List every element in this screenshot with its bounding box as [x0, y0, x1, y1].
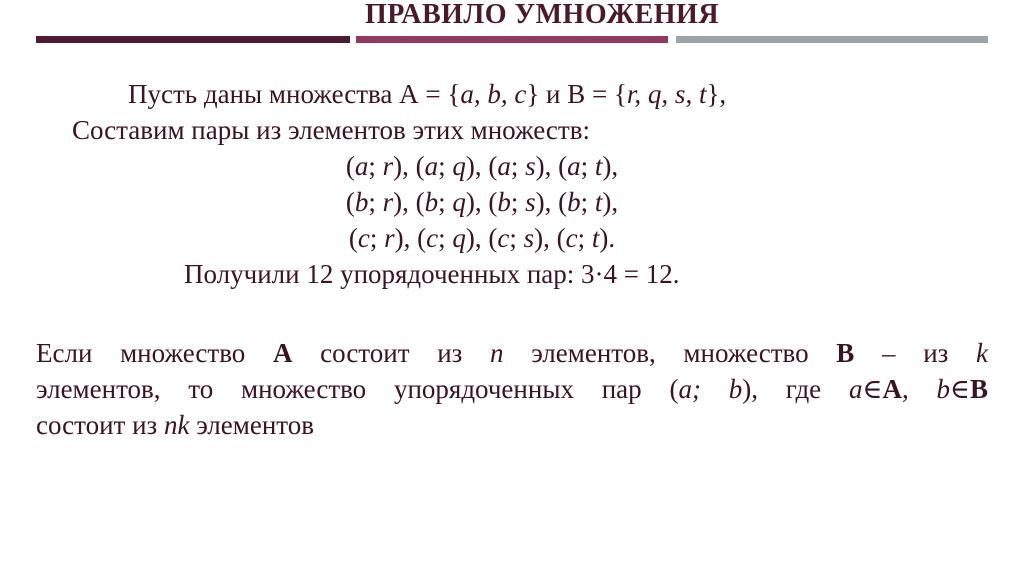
accent-bar-dark: [36, 36, 350, 43]
accent-bar-magenta: [356, 36, 668, 43]
var-k: k: [976, 338, 988, 368]
set-b-symbol: В: [836, 338, 855, 368]
rule-text: Если множество: [36, 338, 273, 368]
sets-definition-line: [128, 76, 726, 112]
rule-line-2: [36, 371, 988, 407]
set-a-symbol: А: [882, 374, 902, 404]
rule-line-1: [36, 335, 988, 371]
rule-text: состоит из: [292, 338, 491, 368]
set-a-symbol: А: [272, 338, 293, 368]
var-nk: nk: [163, 410, 190, 440]
rule-text: элементов, то множество упорядоченных пар (: [36, 374, 679, 404]
rule-line-3: [36, 407, 988, 443]
sets-end-text: },: [706, 79, 727, 109]
sets-mid-text: } и В = {: [526, 79, 627, 109]
a-in-set: a∈: [848, 374, 883, 404]
set-b-elements: r, q, s, t: [626, 79, 707, 109]
pairs-count-result: Получили 12 упорядоченных пар: 3·4 = 12.: [184, 259, 680, 289]
pairs-intro-line: Составим пары из элементов этих множеств:: [72, 115, 590, 145]
pair-ab: a; b: [678, 374, 743, 404]
rule-text: ,: [901, 374, 937, 404]
set-b-symbol: В: [969, 374, 988, 404]
accent-bar-gray: [676, 36, 988, 43]
var-n: n: [490, 338, 504, 368]
b-in-set: b∈: [936, 374, 970, 404]
pairs-row-c: (c; r), (c; q), (c; s), (c; t).: [348, 223, 616, 253]
rule-text: элементов: [189, 410, 314, 440]
pairs-row-a: (a; r), (a; q), (a; s), (a; t),: [345, 151, 619, 181]
rule-text: элементов, множество: [503, 338, 837, 368]
slide-title: ПРАВИЛО УМНОЖЕНИЯ: [364, 0, 720, 30]
rule-text: – из: [854, 338, 977, 368]
set-a-elements: a, b, c: [460, 79, 527, 109]
rule-text: ), где: [742, 374, 849, 404]
pairs-row-b: (b; r), (b; q), (b; s), (b; t),: [345, 187, 619, 217]
rule-text: состоит из: [36, 410, 164, 440]
multiplication-rule-paragraph: [36, 335, 988, 443]
title-underline: [0, 36, 1024, 46]
sets-intro-text: Пусть даны множества А = {: [128, 79, 461, 109]
